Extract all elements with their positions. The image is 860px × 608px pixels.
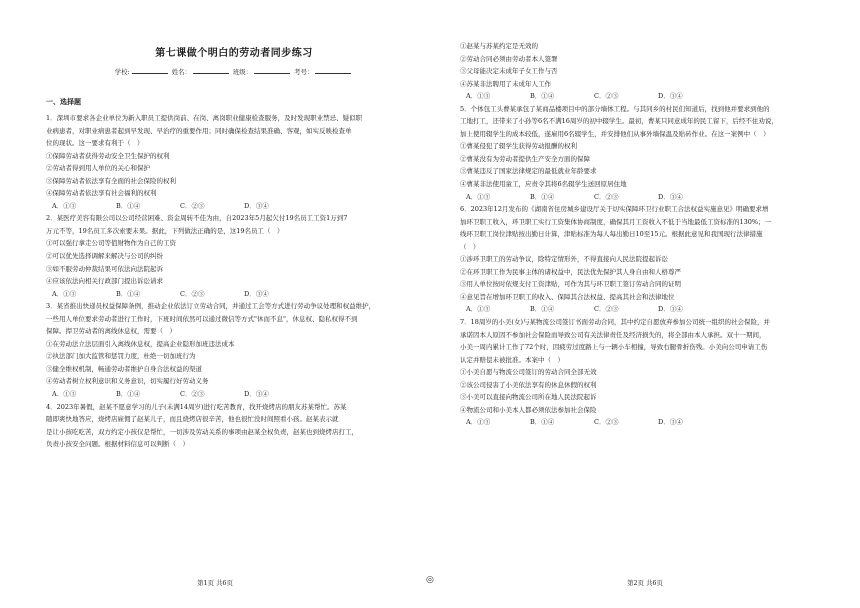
option-statement: ①曹某侵犯了辍学生获得劳动报酬的权利 xyxy=(460,142,577,151)
answer-choices-row xyxy=(46,388,422,401)
option-statement: ②在环卫职工作为民事主体的诸权益中，民法优先保护其人身自由和人格尊严 xyxy=(460,267,681,276)
page-number-left: 第1页 共6页 xyxy=(197,579,233,587)
student-info-line xyxy=(46,67,422,76)
option-statement: ③如不服劳动仲裁结果可依法向法院起诉 xyxy=(46,264,163,273)
left-column xyxy=(46,112,422,451)
option-statement: ①小美自愿与物流公司签订的劳动合同全部无效 xyxy=(460,368,597,377)
question-text-line: 负责小孩安全问题。根据材料信息可以判断（ ） xyxy=(46,440,189,449)
question-text-line: 工地打工，还带来了小孙等6名不满16周岁的初中辍学生。最初，曹某只同意成年的民工留下，后经不住劝说， xyxy=(460,117,778,126)
question-text-line: 小美一周内累计工作了72个时，因疲劳过度路上与一辆小车相撞，导致右腿骨折伤残。小美向公司申请工伤 xyxy=(460,343,768,352)
answer-choice[interactable]: C．②③ xyxy=(180,289,205,298)
question-text-line: 7．18周岁的小美(女)与某物流公司签订书面劳动合同，其中约定自愿放弃参加公司统一组织的社会保险，并 xyxy=(460,318,770,327)
option-statement: ④苏某非法聘用了未成年人工作 xyxy=(460,79,551,88)
page-title: 第七课做个明白的劳动者同步练习 xyxy=(155,48,313,59)
question-text-line: 1．深圳市要求各企业单位为新入职员工提供岗前、在岗、离岗职业健康检查服务，及时发现职业禁忌、疑似职 xyxy=(46,114,363,122)
answer-choice[interactable]: D．③④ xyxy=(244,289,269,298)
answer-choice[interactable]: C．②③ xyxy=(594,92,619,101)
answer-choice[interactable]: D．③④ xyxy=(244,201,269,210)
option-statement: ③用人单位按时依规支付工资津贴，可作为其与环卫职工签订劳动合同的证明 xyxy=(460,280,681,289)
answer-choice[interactable]: D．③④ xyxy=(244,390,269,399)
section-heading: 一、选择题 xyxy=(46,98,81,106)
answer-choice[interactable]: C．②③ xyxy=(180,390,205,399)
option-statement: ③父母能决定未成年子女工作与否 xyxy=(460,67,558,76)
question-text-line: 加上使用辍学生的成本较低，遂雇用6名辍学生，并安排他们从事外墙保温及贴砖作业。在这一案例中（ ） xyxy=(460,129,770,138)
answer-choice[interactable]: B．①④ xyxy=(116,201,141,210)
answer-choice[interactable]: D．③④ xyxy=(658,305,683,314)
answer-choice[interactable]: A．①③ xyxy=(466,305,491,314)
answer-choice[interactable]: C．②③ xyxy=(594,192,619,201)
answer-choices-row xyxy=(460,416,836,429)
answer-choice[interactable]: B．①④ xyxy=(116,289,141,298)
answer-choice[interactable]: A．①③ xyxy=(52,201,77,210)
question-text-line: 万元不等，19名员工多次索要未果。据此，下列做法正确的是，这19名员工（ ） xyxy=(46,226,284,235)
question-text-line: 一些用人单位要求劳动者进行工作时，下班时间依然可以通过微信等方式"休而不息"，休息权、隐私权得不到 xyxy=(46,314,358,323)
answer-choice[interactable]: C．②③ xyxy=(594,418,619,427)
option-statement: ②该公司侵害了小美依法享有的休息休假的权利 xyxy=(460,380,597,389)
option-statement: ④保障劳动者依法享有社会福利的权利 xyxy=(46,189,157,198)
exam-no-blank[interactable] xyxy=(315,67,351,74)
answer-choice[interactable]: B．①④ xyxy=(530,192,555,201)
option-statement: ③健全维权机制，畅通劳动者维护自身合法权益的渠道 xyxy=(46,364,202,373)
answer-choice[interactable]: B．①④ xyxy=(530,305,555,314)
answer-choices-row xyxy=(460,303,836,316)
answer-choice[interactable]: D．③④ xyxy=(658,192,683,201)
question-text-line: 加环卫职工收入，环卫职工实行工资集体协商制度，确保其月工资收入不低于当地最低工资标准的130%；一 xyxy=(460,217,772,226)
answer-choice[interactable]: D．③④ xyxy=(658,418,683,427)
class-label: 班级： xyxy=(232,68,253,76)
question-text-line: 6．2023年12月发布的《湖南省住房城乡建设厅关于切实保障环卫行业职工合法权益实施意见》明确要求增 xyxy=(460,205,769,214)
option-statement: ③保障劳动者依法享有全面的社会保险的权利 xyxy=(46,176,176,185)
option-statement: ②执法部门加大监管和惩罚力度，杜绝一切加班行为 xyxy=(46,352,196,361)
option-statement: ①涉环卫职工的劳动争议，除特定情形外，不得直接向人民法院提起诉讼 xyxy=(460,255,668,264)
center-mark-icon: ◎ xyxy=(426,575,434,585)
page-number-right: 第2页 共6页 xyxy=(627,579,663,587)
question-text-line: 认定并赔偿未被批准。本案中（ ） xyxy=(460,355,564,364)
question-text-line: 是让小孩吃吃苦，双方约定小孩仅是帮忙，一切涉及劳动关系的事项由赵某全权负责，赵某也到烧烤店打工， xyxy=(46,427,358,436)
question-text-line: 3．某省推出快递员权益保障条例，推动企业依法订立劳动合同，并通过工会等方式进行劳动争议处理和权益维护， xyxy=(46,302,376,311)
option-statement: ①在劳动法立法层面引入离线休息权，提高企业隐形加班违法成本 xyxy=(46,339,235,348)
answer-choice[interactable]: C．②③ xyxy=(180,201,205,210)
answer-choice[interactable]: A．①③ xyxy=(52,289,77,298)
option-statement: ④物流公司和小美本人都必须依法参加社会保险 xyxy=(460,405,597,414)
answer-choice[interactable]: B．①④ xyxy=(116,390,141,399)
question-text-line: 2．某医疗美容有限公司以公司经营困难、资金周转不佳为由，自2023年5月起欠付19名员工工资1万到7 xyxy=(46,214,348,223)
right-column xyxy=(460,40,836,429)
question-text-line: 随即爽快地答应，烧烤店雇佣了赵某儿子，而且烧烤店很辛苦，他也很忙没时间照看小孩。赵某表示就 xyxy=(46,415,339,424)
answer-choice[interactable]: A．①③ xyxy=(466,192,491,201)
question-text-line: 线环卫职工岗位津贴按出勤日计算，津贴标准为每人每出勤日10至15元。根据此意见和我国现行法律措施 xyxy=(460,230,763,239)
option-statement: ②曹某没有为劳动者提供生产安全方面的保障 xyxy=(460,154,590,163)
option-statement: ②可以优先选择调解来解决与公司的纠纷 xyxy=(46,252,163,261)
option-statement: ③曹某违反了国家法律规定的最低就业年龄要求 xyxy=(460,167,597,176)
option-statement: ②劳动合同必须由劳动者本人签署 xyxy=(460,54,558,63)
question-text-line: 业病患者，对职业病患者起到早发现、早治疗的重要作用；同时确保检查结果准确、客观，如实反映检查单 xyxy=(46,126,352,135)
answer-choice[interactable]: C．②③ xyxy=(594,305,619,314)
answer-choice[interactable]: A．①③ xyxy=(52,390,77,399)
question-text-line: 保障。捍卫劳动者的离线休息权，需要（ ） xyxy=(46,327,176,336)
question-text-line: 位的现状。这一要求有利于（ ） xyxy=(46,139,144,148)
answer-choices-row xyxy=(460,191,836,204)
exam-no-label: 考号： xyxy=(294,68,314,76)
option-statement: ③小美可以直接向物流公司所在地人民法院起诉 xyxy=(460,393,597,402)
answer-choice[interactable]: A．①③ xyxy=(466,92,491,101)
name-label: 姓名： xyxy=(171,68,191,76)
option-statement: ②劳动者得到用人单位的关心和保护 xyxy=(46,164,150,173)
answer-choice[interactable]: B．①④ xyxy=(530,92,555,101)
option-statement: ④曹某非法使用童工，应责令其将6名辍学生送回原居住地 xyxy=(460,180,627,189)
option-statement: ④应该依法向相关行政部门提出诉讼请求 xyxy=(46,277,163,286)
answer-choices-row xyxy=(46,200,422,213)
school-label: 学校: xyxy=(114,68,130,76)
answer-choices-row xyxy=(460,90,836,103)
option-statement: ①可以强行拿走公司等值财物作为自己的工资 xyxy=(46,239,176,248)
option-statement: ④意见旨在增加环卫职工的收入、保障其合法权益、提高其社会和法律地位 xyxy=(460,292,675,301)
option-statement: ①赵某与苏某约定是无效的 xyxy=(460,42,538,50)
answer-choices-row xyxy=(46,288,422,301)
question-text-line: （ ） xyxy=(460,242,480,251)
option-statement: ①保障劳动者获得劳动安全卫生保护的权利 xyxy=(46,151,170,160)
question-text-line: 4．2023年暑假，赵某不愿意学习的儿子(未满14周岁)进行吃苦教育，找开烧烤店的朋友苏某帮忙。苏某 xyxy=(46,402,347,411)
question-text-line: 承诺因本人原因不参加社会保险而导致公司有关法律责任及经济损失的，将全部由本人承担。双十一期间， xyxy=(460,330,766,339)
question-text-line: 5．个体包工头曹某承包了某商品楼项目中的部分墙体工程。与其同乡的村民们知道后，找到他并要求到他的 xyxy=(460,104,770,113)
answer-choice[interactable]: D．③④ xyxy=(658,92,683,101)
name-blank[interactable] xyxy=(193,67,229,74)
answer-choice[interactable]: A．①③ xyxy=(466,418,491,427)
class-blank[interactable] xyxy=(254,67,290,74)
school-blank[interactable] xyxy=(132,67,168,74)
answer-choice[interactable]: B．①④ xyxy=(530,418,555,427)
option-statement: ④劳动者树立权利意识和义务意识，切实履行好劳动义务 xyxy=(46,377,209,386)
